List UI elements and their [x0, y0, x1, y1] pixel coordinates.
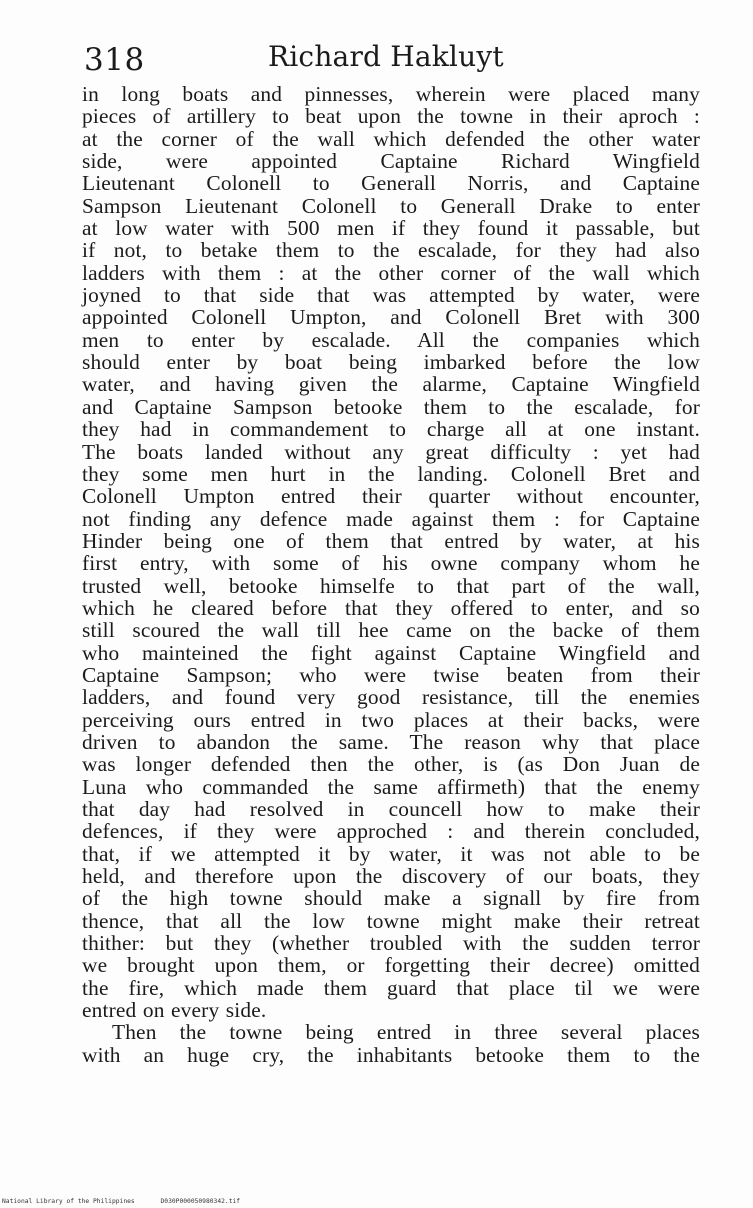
text-line: the fire, which made them guard that place til we were	[82, 975, 700, 1000]
text-line: should enter by boat being imbarked before the low	[82, 350, 700, 375]
text-line: driven to abandon the same. The reason why that place	[82, 729, 700, 754]
text-line: was longer defended then the other, is (as Don Juan de	[82, 752, 700, 777]
text-line: still scoured the wall till hee came on the backe of them	[82, 618, 700, 643]
text-line: Hinder being one of them that entred by water, at his	[82, 528, 700, 553]
text-line: thither: but they (whether troubled with the sudden terror	[82, 931, 700, 956]
scan-filename: D030P000050980342.tif	[160, 1198, 241, 1205]
text-line: Captaine Sampson; who were twise beaten from their	[82, 662, 700, 687]
text-line: if not, to betake them to the escalade, for they had also	[82, 238, 700, 263]
text-line: we brought upon them, or forgetting their decree) omitted	[82, 953, 700, 978]
paragraph-end-line: entred on every side.	[82, 998, 267, 1023]
text-line: defences, if they were approched : and therein concluded,	[82, 819, 700, 844]
text-line: that day had resolved in councell how to make their	[82, 797, 700, 821]
text-line: The boats landed without any great difficulty : yet had	[82, 439, 700, 464]
text-line: who mainteined the fight against Captaine Wingfield and	[82, 640, 700, 665]
page-number: 318	[84, 42, 145, 78]
text-line: Colonell Umpton entred their quarter without encounter,	[82, 484, 700, 509]
text-line: they had in commandement to charge all at one instant.	[82, 417, 700, 442]
text-line: side, were appointed Captaine Richard Wingfield	[82, 149, 700, 174]
text-line: Lieutenant Colonell to Generall Norris, and Captaine	[82, 171, 700, 196]
text-line: of the high towne should make a signall by fire from	[82, 886, 700, 911]
text-line: at the corner of the wall which defended the other water	[82, 126, 700, 151]
library-credit: National Library of the Philippines	[2, 1198, 135, 1205]
text-line: appointed Colonell Umpton, and Colonell Bret with 300	[82, 305, 700, 330]
text-line: Sampson Lieutenant Colonell to Generall Drake to enter	[82, 193, 700, 218]
text-line: trusted well, betooke himselfe to that part of the wall,	[82, 573, 700, 598]
paragraph-start-line: Then the towne being entred in three several places	[112, 1020, 700, 1045]
text-line: ladders, and found very good resistance, till the enemies	[82, 685, 700, 710]
text-line: with an huge cry, the inhabitants betooke them to the	[82, 1042, 700, 1067]
scan-footer	[2, 1198, 262, 1205]
running-title: Richard Hakluyt	[268, 40, 504, 73]
text-line: water, and having given the alarme, Captaine Wingfield	[82, 372, 700, 397]
page-header	[84, 40, 704, 84]
text-line: pieces of artillery to beat upon the towne in their aproch :	[82, 104, 700, 129]
text-line: that, if we attempted it by water, it was not able to be	[82, 841, 700, 866]
text-line: not finding any defence made against them : for Captaine	[82, 506, 700, 531]
text-line: and Captaine Sampson betooke them to the escalade, for	[82, 394, 700, 419]
text-line: they some men hurt in the landing. Colonell Bret and	[82, 461, 700, 486]
body-text	[82, 83, 700, 1066]
text-line: held, and therefore upon the discovery of our boats, they	[82, 864, 700, 889]
text-line: perceiving ours entred in two places at their backs, were	[82, 707, 700, 732]
text-line: joyned to that side that was attempted by water, were	[82, 283, 700, 308]
text-line: men to enter by escalade. All the companies which	[82, 327, 700, 352]
text-line: Luna who commanded the same affirmeth) that the enemy	[82, 774, 700, 799]
text-line: thence, that all the low towne might make their retreat	[82, 908, 700, 933]
text-line: first entry, with some of his owne company whom he	[82, 551, 700, 576]
text-line: at low water with 500 men if they found it passable, but	[82, 216, 700, 241]
text-line: ladders with them : at the other corner of the wall which	[82, 260, 700, 285]
text-line: in long boats and pinnesses, wherein were placed many	[82, 82, 700, 106]
text-line: which he cleared before that they offered to enter, and so	[82, 595, 700, 620]
